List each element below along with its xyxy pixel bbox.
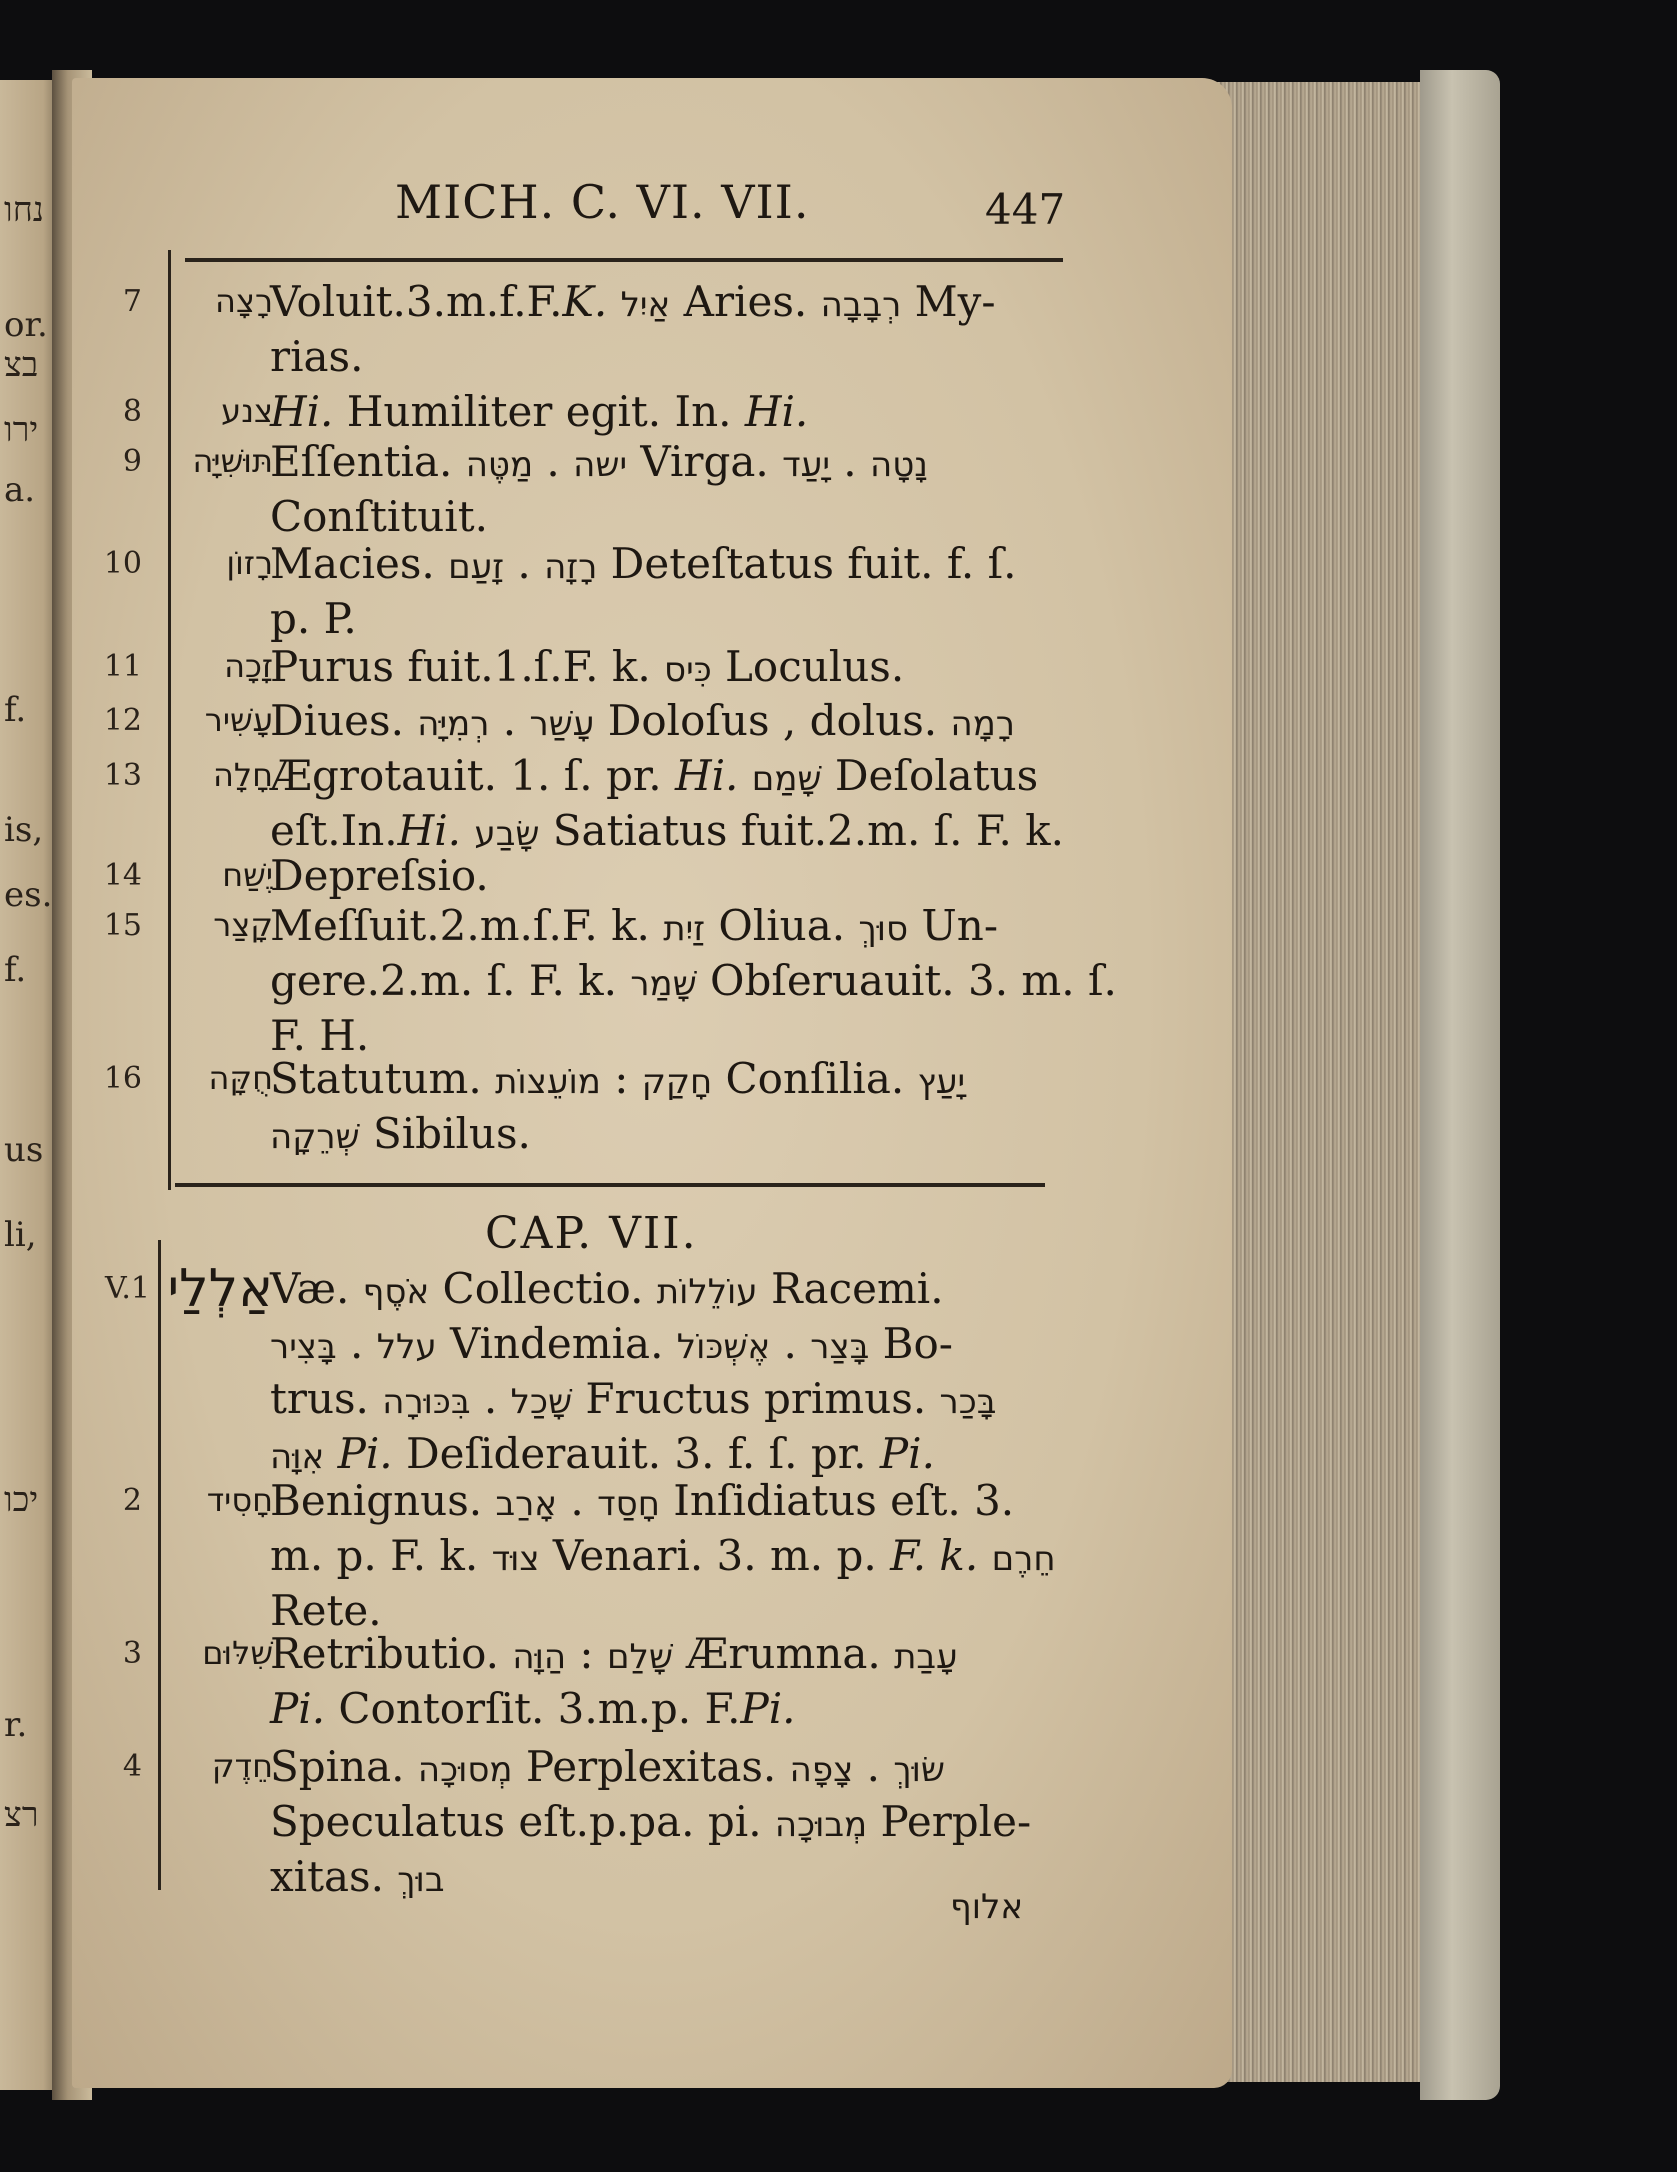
verse-number: 14 <box>103 858 142 893</box>
hebrew-word: צוּד <box>491 1539 540 1579</box>
latin-text: Perple- <box>867 1797 1032 1846</box>
catchword: אלוף <box>950 1887 1024 1927</box>
latin-text: Benignus. <box>270 1476 496 1525</box>
latin-text: Conſilia. <box>712 1054 918 1103</box>
running-header: MICH. C. VI. VII. <box>395 175 810 229</box>
latin-text: . <box>557 1476 598 1525</box>
margin-hebrew-headword: חֵדֶק <box>211 1747 273 1785</box>
chapter-heading: CAP. VII. <box>485 1208 698 1259</box>
italic-abbrev: Pi. <box>879 1429 935 1478</box>
latin-text: eſt.In. <box>270 806 398 855</box>
latin-text: . <box>470 1374 511 1423</box>
latin-text: Obſeruauit. 3. m. ſ. <box>696 956 1117 1005</box>
verse-number: 11 <box>103 649 142 684</box>
latin-text: Conſtituit. <box>270 492 488 541</box>
hebrew-word: מְבוּכָה <box>774 1805 868 1845</box>
verse-number: 3 <box>122 1636 142 1671</box>
left-page-fragment: or. <box>4 305 48 345</box>
margin-hebrew-headword: יֶשַׁח <box>222 856 273 894</box>
latin-text: Bo- <box>869 1319 953 1368</box>
verse-number: V.1 <box>104 1271 150 1306</box>
gloss-line <box>270 1685 1070 1733</box>
latin-text: . <box>770 1319 811 1368</box>
latin-text: Purus fuit.1.ſ.F. k. <box>270 642 665 691</box>
italic-abbrev: Pi. <box>337 1429 393 1478</box>
margin-hebrew-headword: תּוּשִׁיָּה <box>192 442 273 480</box>
latin-text: Vindemia. <box>436 1319 677 1368</box>
italic-abbrev: Hi. <box>744 387 809 436</box>
verse-number: 8 <box>122 394 142 429</box>
latin-text: m. p. F. k. <box>270 1531 492 1580</box>
left-page-fragment: li, <box>4 1215 37 1255</box>
hebrew-word: כִּיס <box>664 650 712 690</box>
latin-text: Collectio. <box>429 1264 657 1313</box>
latin-text: Virga. <box>627 437 783 486</box>
hebrew-word: שָׁמַר <box>630 964 697 1004</box>
latin-text: : <box>600 1054 642 1103</box>
verse-number: 15 <box>103 908 142 943</box>
latin-text: Meſſuit.2.m.ſ.F. k. <box>270 901 664 950</box>
latin-text <box>607 277 620 326</box>
hebrew-word: רְבָבָה <box>820 285 902 325</box>
hebrew-word: חָקַק <box>641 1062 713 1102</box>
hebrew-word: בָּצִיר <box>270 1327 337 1367</box>
hebrew-word: שָׁמַם <box>751 759 822 799</box>
italic-abbrev: Pi. <box>740 1684 796 1733</box>
italic-abbrev: Hi. <box>270 387 334 436</box>
verse-number: 12 <box>103 703 142 738</box>
left-page-fragment: f. <box>4 690 27 730</box>
hebrew-word: עָשַׁר <box>529 704 595 744</box>
margin-hebrew-headword: עָשִׁיר <box>204 701 273 739</box>
gloss-line <box>270 1532 1070 1583</box>
margin-rule-bottom <box>158 1240 161 1890</box>
margin-hebrew-headword: שִׁלּוּם <box>202 1634 273 1672</box>
hebrew-word: יָעַץ <box>917 1062 966 1102</box>
italic-abbrev: F. k. <box>890 1531 979 1580</box>
verse-number: 16 <box>103 1061 142 1096</box>
latin-text: Ærumna. <box>672 1629 895 1678</box>
gloss-line <box>270 1320 1070 1371</box>
gloss-line <box>270 1743 1070 1794</box>
gloss-line <box>270 278 1070 329</box>
hebrew-word: מְסוּכָה <box>417 1750 513 1790</box>
gloss-line <box>270 697 1070 748</box>
hebrew-word: רְמִיָּה <box>417 704 490 744</box>
gloss-line <box>270 1055 1070 1106</box>
left-page-fragment: f. <box>4 950 27 990</box>
latin-text: Sibilus. <box>359 1109 531 1158</box>
latin-text: Loculus. <box>711 642 905 691</box>
latin-text: Macies. <box>270 539 449 588</box>
latin-text: Doloſus , dolus. <box>594 696 951 745</box>
left-page-fragment: es. <box>4 875 53 915</box>
latin-text: gere.2.m. ſ. F. k. <box>270 956 631 1005</box>
hebrew-word: יָעַד <box>782 445 830 485</box>
latin-text: Ægrotauit. 1. ſ. pr. <box>270 751 675 800</box>
latin-text: Perplexitas. <box>512 1742 790 1791</box>
latin-text: Depreſsio. <box>270 851 489 900</box>
gloss-line <box>270 1110 1070 1161</box>
header-rule <box>185 258 1063 262</box>
margin-hebrew-headword: חָסִיד <box>206 1481 273 1519</box>
hebrew-word: שָׁלַם <box>606 1637 673 1677</box>
hebrew-word: נָטָה <box>869 445 928 485</box>
hebrew-word: שׂוּךְ <box>893 1750 945 1790</box>
left-page-fragment: is, <box>4 810 44 850</box>
latin-text: Væ. <box>270 1264 363 1313</box>
gloss-line <box>270 438 1070 489</box>
latin-text: . <box>853 1742 894 1791</box>
margin-hebrew-headword: אַלְלַי <box>167 1259 273 1319</box>
gloss-line <box>270 1430 1070 1481</box>
gloss-line <box>270 643 1070 694</box>
italic-abbrev: K. <box>562 277 608 326</box>
left-page-fragment: a. <box>4 470 36 510</box>
latin-text: Deteſtatus fuit. f. ſ. <box>597 539 1017 588</box>
page-number: 447 <box>985 185 1066 234</box>
hebrew-word: חָסַד <box>597 1484 660 1524</box>
latin-text <box>738 751 751 800</box>
latin-text: rias. <box>270 332 364 381</box>
margin-hebrew-headword: זָכָה <box>224 647 273 685</box>
latin-text: Speculatus eſt.p.pa. pi. <box>270 1797 775 1846</box>
hebrew-word: סוּךְ <box>858 909 909 949</box>
page-edges <box>1205 82 1445 2082</box>
left-page-fragment: בצ <box>4 345 39 385</box>
hebrew-word: חֵרֶם <box>991 1539 1056 1579</box>
gloss-line <box>270 1630 1070 1681</box>
hebrew-word: בוּךְ <box>397 1860 445 1900</box>
latin-text: Eſſentia. <box>270 437 466 486</box>
verse-number: 9 <box>122 444 142 479</box>
gloss-line <box>270 540 1070 591</box>
latin-text: p. P. <box>270 594 357 643</box>
hebrew-word: רָמָה <box>950 704 1015 744</box>
gloss-line <box>270 333 1070 381</box>
gloss-line <box>270 902 1070 953</box>
verse-number: 4 <box>122 1749 142 1784</box>
hebrew-word: הַוָּה <box>512 1637 567 1677</box>
latin-text: . <box>336 1319 377 1368</box>
left-page-fragment: ירו <box>4 410 39 450</box>
verse-number: 10 <box>103 546 142 581</box>
left-page-fragment: יכו <box>4 1480 39 1520</box>
gloss-line <box>270 1798 1070 1849</box>
latin-text: . <box>489 696 530 745</box>
gloss-line <box>270 1587 1070 1635</box>
hebrew-word: בָּצַר <box>810 1327 870 1367</box>
latin-text <box>461 806 474 855</box>
gloss-line <box>270 852 1070 900</box>
margin-hebrew-headword: חֻקָּה <box>208 1059 273 1097</box>
latin-text: My- <box>901 277 996 326</box>
left-page-fragment: נחו <box>4 190 44 230</box>
latin-text: . <box>504 539 545 588</box>
latin-text: Un- <box>908 901 999 950</box>
left-page-fragment: us <box>4 1130 44 1170</box>
latin-text: Venari. 3. m. p. <box>539 1531 891 1580</box>
latin-text: Retributio. <box>270 1629 513 1678</box>
hebrew-word: שָׁכַל <box>510 1382 573 1422</box>
latin-text: Deſiderauit. 3. f. ſ. pr. <box>392 1429 880 1478</box>
latin-text: Inſidiatus eſt. 3. <box>659 1476 1015 1525</box>
latin-text: xitas. <box>270 1852 398 1901</box>
gloss-line <box>270 1477 1070 1528</box>
chapter-rule <box>175 1183 1045 1187</box>
hebrew-word: אַיִל <box>620 285 671 325</box>
latin-text: Spina. <box>270 1742 418 1791</box>
italic-abbrev: Pi. <box>270 1684 326 1733</box>
latin-text: . <box>829 437 870 486</box>
latin-text: F. H. <box>270 1011 370 1060</box>
latin-text: Oliua. <box>705 901 859 950</box>
latin-text: . <box>533 437 574 486</box>
gloss-line <box>270 493 1070 541</box>
hebrew-word: עוֹלֵלוֹת <box>656 1272 758 1312</box>
verse-number: 7 <box>122 284 142 319</box>
margin-hebrew-headword: רָצָה <box>215 282 273 320</box>
left-page-fragment: r. <box>4 1705 28 1745</box>
hebrew-word: אִוָּה <box>270 1437 325 1477</box>
hebrew-word: עָבַת <box>894 1637 958 1677</box>
hebrew-word: זַיִת <box>663 909 705 949</box>
margin-hebrew-headword: קָצַר <box>213 906 273 944</box>
hebrew-word: בִּכּוּרָה <box>382 1382 471 1422</box>
book-cover-edge <box>1420 70 1500 2100</box>
latin-text: Satiatus fuit.2.m. ſ. F. k. <box>539 806 1064 855</box>
hebrew-word: צָפָה <box>789 1750 854 1790</box>
gloss-line <box>270 595 1070 643</box>
hebrew-word: בָּכַר <box>939 1382 997 1422</box>
hebrew-word: שְׁרֵקָה <box>270 1117 360 1157</box>
latin-text: Humiliter egit. In. <box>333 387 745 436</box>
verse-number: 13 <box>103 758 142 793</box>
latin-text <box>324 1429 337 1478</box>
hebrew-word: ישה <box>573 445 628 485</box>
hebrew-word: עלל <box>376 1327 437 1367</box>
hebrew-word: אֹסֶף <box>362 1272 430 1312</box>
latin-text: Aries. <box>670 277 821 326</box>
margin-hebrew-headword: צנע <box>221 392 273 430</box>
margin-hebrew-headword: רָזוֹן <box>226 544 273 582</box>
gloss-line <box>270 388 1070 436</box>
verse-number: 2 <box>122 1483 142 1518</box>
latin-text: Diues. <box>270 696 418 745</box>
latin-text: Racemi. <box>757 1264 944 1313</box>
latin-text: Voluit.3.m.f.F. <box>270 277 563 326</box>
latin-text: Rete. <box>270 1586 382 1635</box>
latin-text: Fructus primus. <box>572 1374 940 1423</box>
gloss-line <box>270 956 1117 1008</box>
hebrew-word: אֶשְׁכּוֹל <box>676 1327 771 1367</box>
latin-text <box>978 1531 991 1580</box>
italic-abbrev: Hi. <box>397 806 462 855</box>
hebrew-word: אָרַב <box>495 1484 558 1524</box>
margin-hebrew-headword: חָלָה <box>213 756 273 794</box>
gloss-line <box>270 1265 1070 1316</box>
hebrew-word: מוֹעֵצוֹת <box>495 1062 601 1102</box>
gloss-line <box>270 1375 1070 1426</box>
gloss-line <box>270 752 1070 803</box>
gloss-line <box>270 1012 1070 1060</box>
latin-text: : <box>566 1629 607 1678</box>
latin-text: Statutum. <box>270 1054 496 1103</box>
latin-text: trus. <box>270 1374 383 1423</box>
left-page-fragment: רצ <box>4 1795 39 1835</box>
italic-abbrev: Hi. <box>675 751 739 800</box>
hebrew-word: זָעַם <box>448 547 505 587</box>
hebrew-word: רָזָה <box>544 547 598 587</box>
hebrew-word: מַטֶּה <box>465 445 534 485</box>
latin-text: Deſolatus <box>821 751 1039 800</box>
hebrew-word: שָׂבַע <box>474 814 540 854</box>
latin-text: Contorſit. 3.m.p. F. <box>325 1684 741 1733</box>
